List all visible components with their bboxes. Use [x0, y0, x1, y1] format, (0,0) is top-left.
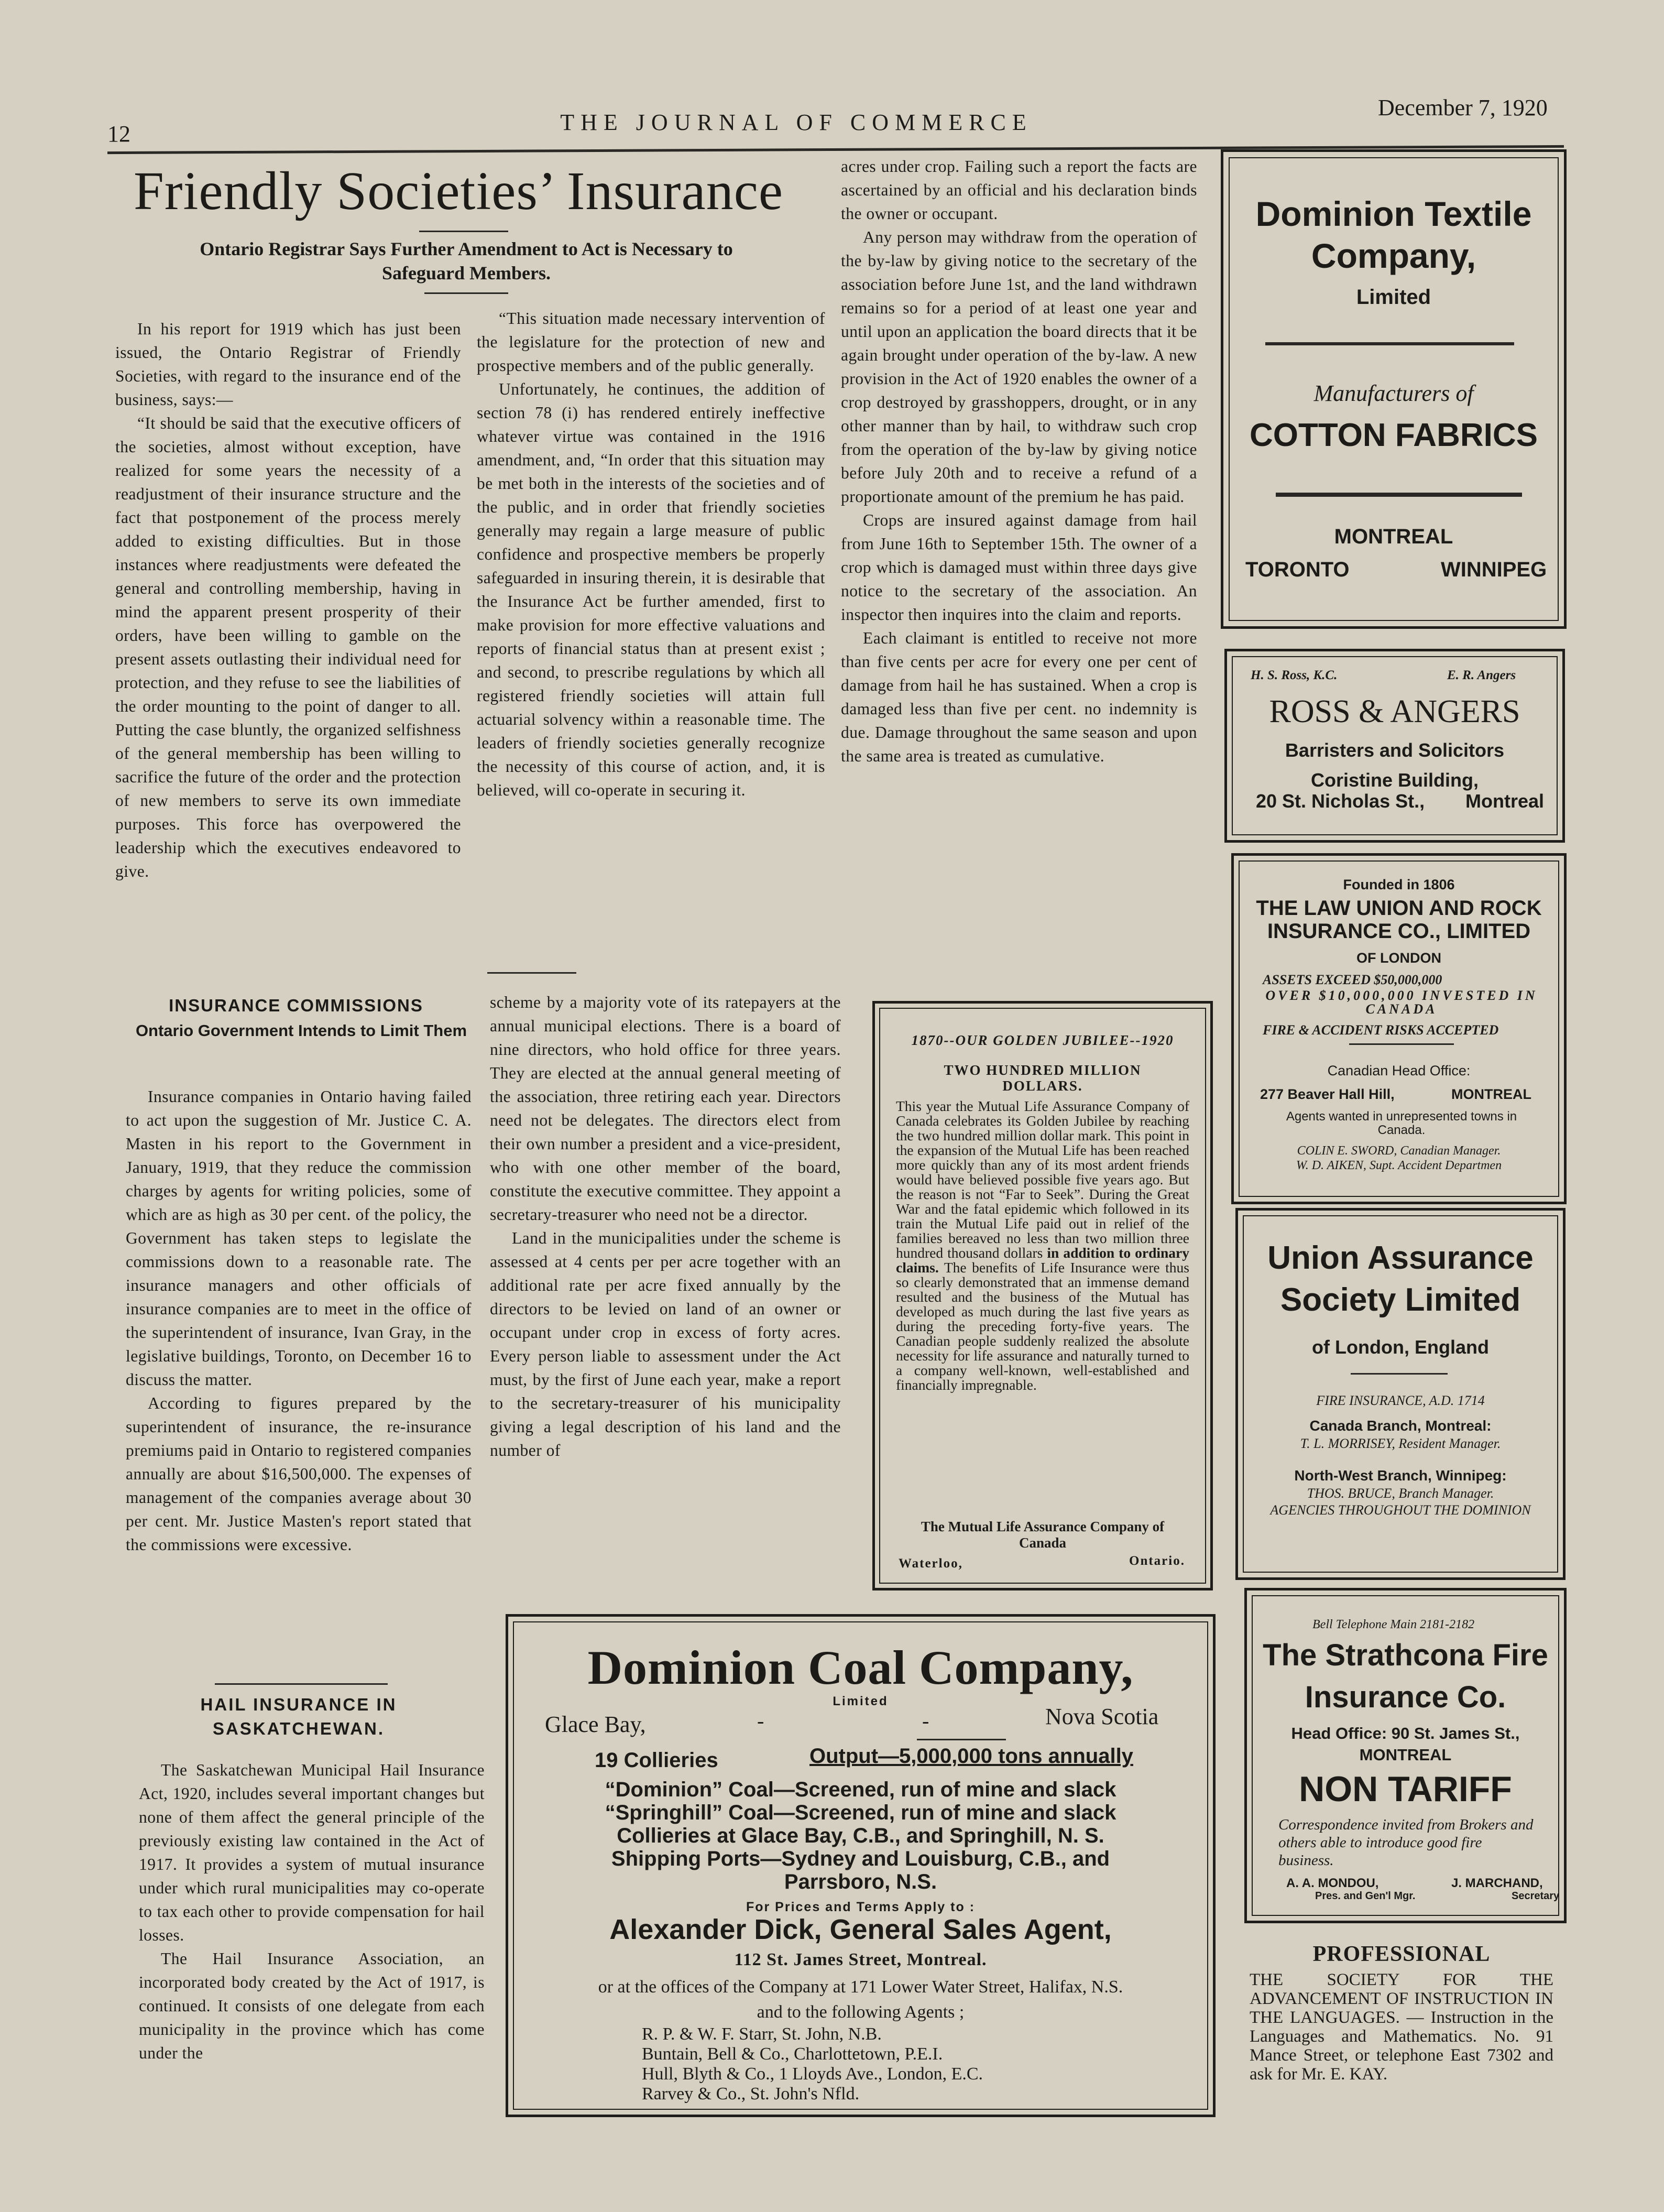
coal-line: Shipping Ports—Sydney and Louisburg, C.B., and [611, 1847, 1110, 1870]
firm-name: ROSS & ANGERS [1269, 694, 1520, 729]
coal-limited: Limited [833, 1694, 889, 1708]
lawunion-name-1: THE LAW UNION AND ROCK [1256, 897, 1542, 920]
coal-prices: For Prices and Terms Apply to : [746, 1900, 976, 1914]
journal-title: THE JOURNAL OF COMMERCE [560, 110, 1033, 135]
union-branch-2: North-West Branch, Winnipeg: [1294, 1467, 1507, 1484]
paragraph: Crops are insured against damage from hail from June 16th to September 15th. The owner of a crop which is damaged must within three days give notice to the secretary of the association. An inspector then inquires into the claim and reports. [841, 511, 1197, 624]
textile-name-2: Company, [1311, 236, 1476, 275]
strathcona-office: Head Office: 90 St. James St., [1291, 1724, 1520, 1742]
mutual-headline: TWO HUNDRED MILLION DOLLARS. [944, 1062, 1142, 1094]
dominion-coal-ad [506, 1614, 1216, 2117]
agent-item: Buntain, Bell & Co., Charlottetown, P.E.I. [642, 2044, 943, 2064]
agent-item: R. P. & W. F. Starr, St. John, N.B. [642, 2024, 882, 2044]
lawunion-name-2: INSURANCE CO., LIMITED [1267, 920, 1531, 943]
coal-line: Collieries at Glace Bay, C.B., and Springhill, N. S. [617, 1824, 1104, 1847]
mutual-company-name: The Mutual Life Assurance Company of Canada [921, 1519, 1165, 1551]
textile-city-toronto: TORONTO [1245, 558, 1350, 581]
strathcona-officer-2: J. MARCHAND, [1451, 1876, 1543, 1890]
mutual-body [896, 1099, 1189, 1392]
lawunion-assets: ASSETS EXCEED $50,000,000 [1263, 972, 1442, 987]
firm-building: Coristine Building, [1311, 769, 1479, 791]
union-assurance-ad [1235, 1208, 1566, 1580]
coal-agent-list [642, 2024, 983, 2104]
union-rule [1351, 1373, 1448, 1375]
union-agencies: AGENCIES THROUGHOUT THE DOMINION [1270, 1502, 1531, 1518]
hail-column-3 [841, 155, 1197, 768]
coal-products [508, 1778, 1213, 1893]
paragraph: The Hail Insurance Association, an incorporated body created by the Act of 1917, is continued. It consists of one delegate from each municipality in the province which has come under the [139, 1949, 485, 2062]
lawunion-manager-2: W. D. AIKEN, Supt. Accident Departmen [1296, 1159, 1502, 1172]
subtitle-rule [424, 292, 508, 294]
subtitle-line-2: Safeguard Members. [382, 263, 551, 284]
coal-rule [917, 1739, 1006, 1740]
paragraph: Unfortunately, he continues, the addition of section 78 (i) has rendered entirely ineffective whatever virtue was contained in the 1916 amendment, and, “In order that this situation may be met both in the interests of the societies and of the public, and in order that friendly societies generally may regain a large measure of public confidence and prospective members be properly safeguarded in insuring therein, it is desirable that the Insurance Act be further amended, first to make provision for more effective valuations and reports of financial status than at present exist ; and second, to prescribe regulations by which all registered friendly societies will attain full actuarial solvency within a reasonable time. The leaders of friendly societies generally recognize the necessity of this course of action, and, it is believed, will co-operate in securing it. [477, 380, 825, 799]
lawunion-head-office-label: Canadian Head Office: [1327, 1063, 1471, 1078]
paragraph: Each claimant is entitled to receive not more than five cents per acre for every one per cent of damage from hail he has sustained. When a crop is damaged less than five per cent. no indemnity is due. Damage throughout the same season and upon the same area is treated as cumulative. [841, 629, 1197, 765]
strathcona-tariff: NON TARIFF [1299, 1769, 1512, 1809]
lawunion-invested: OVER $10,000,000 INVESTED IN CANADA [1265, 988, 1538, 1017]
hail-column-1 [139, 1758, 485, 2065]
textile-city-winnipeg: WINNIPEG [1441, 558, 1547, 581]
union-name-1: Union Assurance [1267, 1240, 1534, 1276]
coal-offices-2: and to the following Agents ; [757, 2002, 965, 2022]
strathcona-officer-2-title: Secretary [1512, 1890, 1560, 1902]
page-number: 12 [107, 121, 130, 147]
strathcona-correspondence: Correspondence invited from Brokers and others able to introduce good fire business. [1278, 1816, 1534, 1869]
paragraph: “This situation made necessary intervention of the legislature for the protection of new and prospective members and of the public generally. [477, 309, 825, 375]
issue-date: December 7, 1920 [1378, 95, 1548, 121]
paragraph: Insurance companies in Ontario having failed to act upon the suggestion of Mr. Justice C. A. Masten in his report to the Government in January, 1919, that they reduce the commission charges by agents for writing policies, some of which are as high as 30 per cent. of the policy, the Government has taken steps to legislate the commissions down to a reasonable rate. The insurance managers and other officials of insurance companies are to meet in the office of the superintendent of insurance, Ivan Gray, in the legislative buildings, Toronto, on December 16 to discuss the matter. [126, 1087, 472, 1389]
strathcona-officer-1: A. A. MONDOU, [1286, 1876, 1379, 1890]
partner-ross: H. S. Ross, K.C. [1251, 668, 1338, 682]
union-branch-1: Canada Branch, Montreal: [1309, 1418, 1492, 1434]
paragraph: Land in the municipalities under the scheme is assessed at 4 cents per per acre together with an additional rate per acre fixed annually by the directors to be levied on land of an owner or occupant under crop in excess of forty acres. Every person liable to assessment under the Act must, by the first of June each year, make a report to the secretary-treasurer of his municipality giving a legal description of his land and the number of [490, 1229, 841, 1459]
firm-role: Barristers and Solicitors [1285, 739, 1505, 761]
mutual-province: Ontario. [1129, 1554, 1185, 1568]
strathcona-name-2: Insurance Co. [1305, 1680, 1506, 1714]
textile-city-montreal: MONTREAL [1334, 525, 1453, 548]
lawunion-risks: FIRE & ACCIDENT RISKS ACCEPTED [1263, 1022, 1499, 1038]
coal-line: “Springhill” Coal—Screened, run of mine and slack [605, 1801, 1116, 1824]
textile-rule-1 [1265, 342, 1514, 345]
paragraph: scheme by a majority vote of its ratepayers at the annual municipal elections. There is a board of nine directors, who hold office for three years. They are elected at the annual general meeting of the association, three retiring each year. Directors need not be delegates. The directors elect from their own number a president and a vice-president, who with one other member of the board, constitute the executive committee. They appoint a secretary-treasurer who need not be a director. [490, 993, 841, 1224]
union-manager-2: THOS. BRUCE, Branch Manager. [1307, 1486, 1494, 1501]
law-union-ad [1231, 853, 1567, 1204]
commissions-subheading: Ontario Government Intends to Limit Them [135, 1021, 467, 1040]
article-column-2 [477, 307, 825, 802]
mutual-body-bold: in addition to ordinary claims. [896, 1245, 1189, 1276]
coal-place-right: Nova Scotia [1045, 1704, 1159, 1729]
union-fire: FIRE INSURANCE, A.D. 1714 [1316, 1393, 1485, 1408]
lawunion-rule [1349, 1043, 1454, 1045]
coal-agent: Alexander Dick, General Sales Agent, [609, 1914, 1112, 1945]
strathcona-name-1: The Strathcona Fire [1263, 1638, 1548, 1672]
section-divider [215, 1683, 388, 1685]
article-subtitle [105, 237, 828, 285]
coal-offices: or at the offices of the Company at 171 Lower Water Street, Halifax, N.S. [598, 1977, 1123, 1997]
ross-angers-ad [1224, 649, 1565, 843]
paragraph: The Saskatchewan Municipal Hail Insurance Act, 1920, includes several important changes but none of them affect the general principle of the previously existing law contained in the Act of 1917. It provides a system of mutual insurance under which rural municipalities may co-operate to tax each other to provide compensation for hail losses. [139, 1761, 485, 1944]
mutual-body-text: This year the Mutual Life Assurance Company of Canada celebrates its Golden Jubilee by reaching the two hundred million dollar mark. This point in the expansion of the Mutual Life has been reached more quickly than any of its most ardent friends would have believed possible five years ago. But the reason is not “Far to Seek”. During the Great War and the fatal epidemic which followed in its train the Mutual Life paid out in relief of the families bereaved no less than two million three hundred thousand dollars [896, 1098, 1189, 1261]
coal-dash-2: - [922, 1709, 929, 1732]
coal-agent-address: 112 St. James Street, Montreal. [734, 1950, 987, 1969]
textile-manufacturers: Manufacturers of [1313, 380, 1474, 406]
firm-city: Montreal [1465, 790, 1545, 812]
paragraph: Any person may withdraw from the operation of the by-law by giving notice to the secretary of the association before June 1st, and the land withdrawn remains so for a period of at least one year and until upon an application the board directs that it be again brought under operation of the by-law. A new provision in the Act of 1920 enables the owner of a crop destroyed by grasshoppers, drought, or in any other manner than by hail, to withdraw such crop from the operation of the by-law by giving notice before July 20th and to receive a refund of a proportionate amount of the premium he has paid. [841, 228, 1197, 506]
strathcona-officer-1-title: Pres. and Gen'l Mgr. [1315, 1890, 1416, 1902]
coal-title: Dominion Coal Company, [587, 1641, 1134, 1694]
agent-item: Rarvey & Co., St. John's Nfld. [642, 2084, 860, 2104]
textile-product: COTTON FABRICS [1250, 417, 1538, 453]
union-location: of London, England [1312, 1336, 1489, 1358]
agent-item: Hull, Blyth & Co., 1 Lloyds Ave., London, E.C. [642, 2064, 983, 2084]
strathcona-phone: Bell Telephone Main 2181-2182 [1312, 1618, 1475, 1631]
lawunion-agents: Agents wanted in unrepresented towns in Canada. [1286, 1109, 1517, 1137]
lawunion-address: 277 Beaver Hall Hill, [1260, 1086, 1395, 1102]
coal-collieries: 19 Collieries [595, 1749, 718, 1772]
commissions-column [126, 1085, 472, 1556]
professional-heading: PROFESSIONAL [1312, 1942, 1491, 1966]
textile-limited: Limited [1356, 286, 1431, 309]
partner-angers: E. R. Angers [1447, 668, 1516, 682]
professional-text: THE SOCIETY FOR THE ADVANCEMENT OF INSTRUCTION IN THE LANGUAGES. — Instruction in the Languages and Mathematics. No. 91 Mance Street, or telephone East 7302 and ask for Mr. E. KAY. [1250, 1970, 1553, 2084]
title-rule [419, 231, 508, 232]
dominion-textile-ad [1221, 149, 1567, 629]
coal-dash-1: - [757, 1709, 764, 1732]
commissions-heading: INSURANCE COMMISSIONS [169, 996, 423, 1015]
column-divider [487, 972, 576, 974]
paragraph: “It should be said that the executive officers of the societies, almost without exception, have realized for some years the necessity of a readjustment of their insurance structure and the fact that postponement of the process merely added to existing difficulties. But in those instances where readjustments were defeated the general and controlling membership, having in mind the apparent present prosperity of their orders, have been willing to gamble on the present assets outlasting their individual need for protection, and they refuse to see the liabilities of the order mounting to the point of danger to all. Putting the case bluntly, the organized selfishness of the general membership has been willing to sacrifice the future of the order and the protection of new members to serve its own immediate purposes. This force has overpowered the leadership which the executives endeavored to give. [115, 414, 461, 880]
textile-name-1: Dominion Textile [1255, 194, 1532, 233]
paragraph: According to figures prepared by the superintendent of insurance, the re-insurance premiums paid in Ontario to registered companies annually are about $16,500,000. The expenses of management of the companies average about 30 per cent. Mr. Justice Masten's report stated that the commissions were excessive. [126, 1394, 472, 1554]
mutual-body-rest: The benefits of Life Insurance were thus so clearly demonstrated that an immense demand resulted and the business of the Mutual has developed as much during the last five years as during the preceding forty-five years. The Canadian people suddenly realized the absolute necessity for life assurance and naturally turned to a company well-known, well-established and financially impregnable. [896, 1259, 1189, 1393]
coal-line: “Dominion” Coal—Screened, run of mine and slack [605, 1778, 1116, 1801]
article-column-1 [115, 317, 461, 883]
lawunion-founded: Founded in 1806 [1343, 877, 1455, 892]
hail-heading: HAIL INSURANCE IN SASKATCHEWAN. [200, 1695, 397, 1738]
union-manager-1: T. L. MORRISEY, Resident Manager. [1300, 1436, 1501, 1451]
union-name-2: Society Limited [1280, 1282, 1521, 1318]
lawunion-london: OF LONDON [1356, 950, 1441, 966]
coal-place-left: Glace Bay, [545, 1712, 646, 1737]
coal-line: Parrsboro, N.S. [784, 1870, 937, 1893]
subtitle-line-1: Ontario Registrar Says Further Amendment to Act is Necessary to [200, 238, 733, 259]
jubilee-banner: 1870--OUR GOLDEN JUBILEE--1920 [911, 1032, 1174, 1048]
lawunion-manager-1: COLIN E. SWORD, Canadian Manager. [1297, 1144, 1501, 1158]
lawunion-city: MONTREAL [1451, 1086, 1531, 1102]
paragraph: acres under crop. Failing such a report the facts are ascertained by an official and his declaration binds the owner or occupant. [841, 157, 1197, 223]
firm-street: 20 St. Nicholas St., [1256, 790, 1425, 812]
mutual-city: Waterloo, [899, 1556, 963, 1571]
textile-rule-2 [1276, 493, 1522, 497]
article-title: Friendly Societies’ Insurance [134, 161, 784, 221]
paragraph: In his report for 1919 which has just been issued, the Ontario Registrar of Friendly Societies, with regard to the insurance end of the business, says:— [115, 320, 461, 409]
mutual-life-ad [872, 1001, 1213, 1590]
coal-output: Output—5,000,000 tons annually [809, 1745, 1133, 1768]
hail-column-2 [490, 990, 841, 1462]
strathcona-city: MONTREAL [1359, 1746, 1452, 1764]
strathcona-ad [1244, 1588, 1567, 1923]
